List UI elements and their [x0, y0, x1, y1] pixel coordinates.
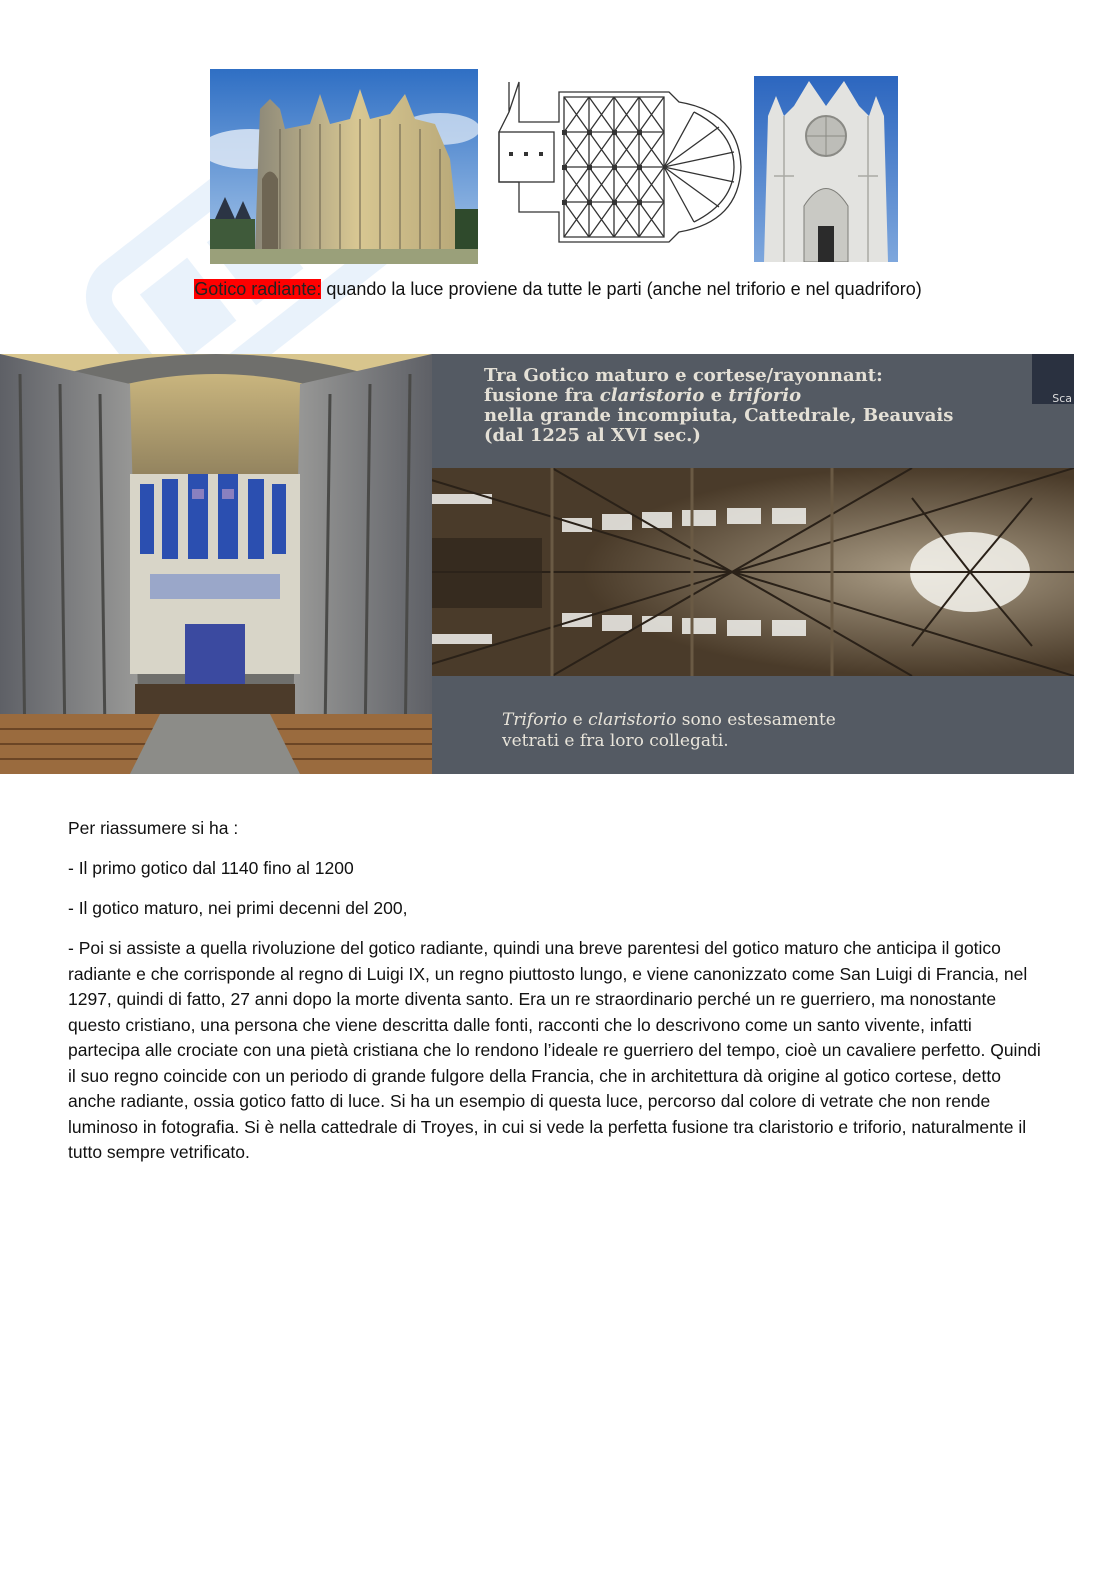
cathedral-exterior-photo [210, 69, 478, 264]
highlighted-term: Gotico radiante: [194, 279, 322, 299]
vault-ceiling-photo [432, 468, 1074, 676]
summary-item-radiant-gothic: - Poi si assiste a quella rivoluzione del gotico radiante, quindi una breve parentesi del gotico maturo che anticipa il gotico radiante e che corrisponde al regno di Luigi IX, un regno piuttosto lungo, e viene canonizzato come San Luigi di Francia, nel 1297, quindi di fatto, 27 anni dopo la morte diventa santo. Era un re straordinario perché un re guerriero, ma nonostante questo cristiano, una persona che viene descritta dalle fonti, racconti che lo descrivono come un santo vivente, infatti partecipa alle crociate con una pietà cristiana che lo rendono l’ideale re guerriero del tempo, cioè un cavaliere perfetto. Quindi il suo regno coincide con un periodo di grande fulgore della Francia, che in architettura dà origine al gotico cortese, detto anche radiante, ossia gotico fatto di luce. Si ha un esempio di questa luce, percorso dal colore di vetrate che non rende luminoso in fotografia. Si è nella cattedrale di Troyes, in cui si vede la perfetta fusione tra claristorio e triforio, naturalmente il tutto sempre vetrificato. [68, 938, 1041, 1162]
slide-corner-thumbnail: Sca [1032, 354, 1074, 404]
caption-line [0, 279, 1116, 300]
summary-intro: Per riassumere si ha : [68, 818, 239, 838]
slide-footer-text: Triforio e claristorio sono estesamente vetrati e fra loro collegati. [502, 710, 836, 751]
summary-item-mature-gothic: - Il gotico maturo, nei primi decenni del 200, [68, 898, 408, 918]
summary-item-early-gothic: - Il primo gotico dal 1140 fino al 1200 [68, 858, 354, 878]
cathedral-facade-photo [754, 76, 898, 262]
caption-text: quando la luce proviene da tutte le parti (anche nel triforio e nel quadriforo) [321, 279, 922, 299]
lecture-slide [432, 354, 1074, 774]
cathedral-floor-plan [489, 72, 751, 262]
cathedral-interior-photo [0, 354, 432, 774]
slide-title: Tra Gotico maturo e cortese/rayonnant: fusione fra claristorio e triforio nella grande incompiuta, Cattedrale, Beauvais (dal 1225 al XVI sec.) [484, 365, 954, 446]
